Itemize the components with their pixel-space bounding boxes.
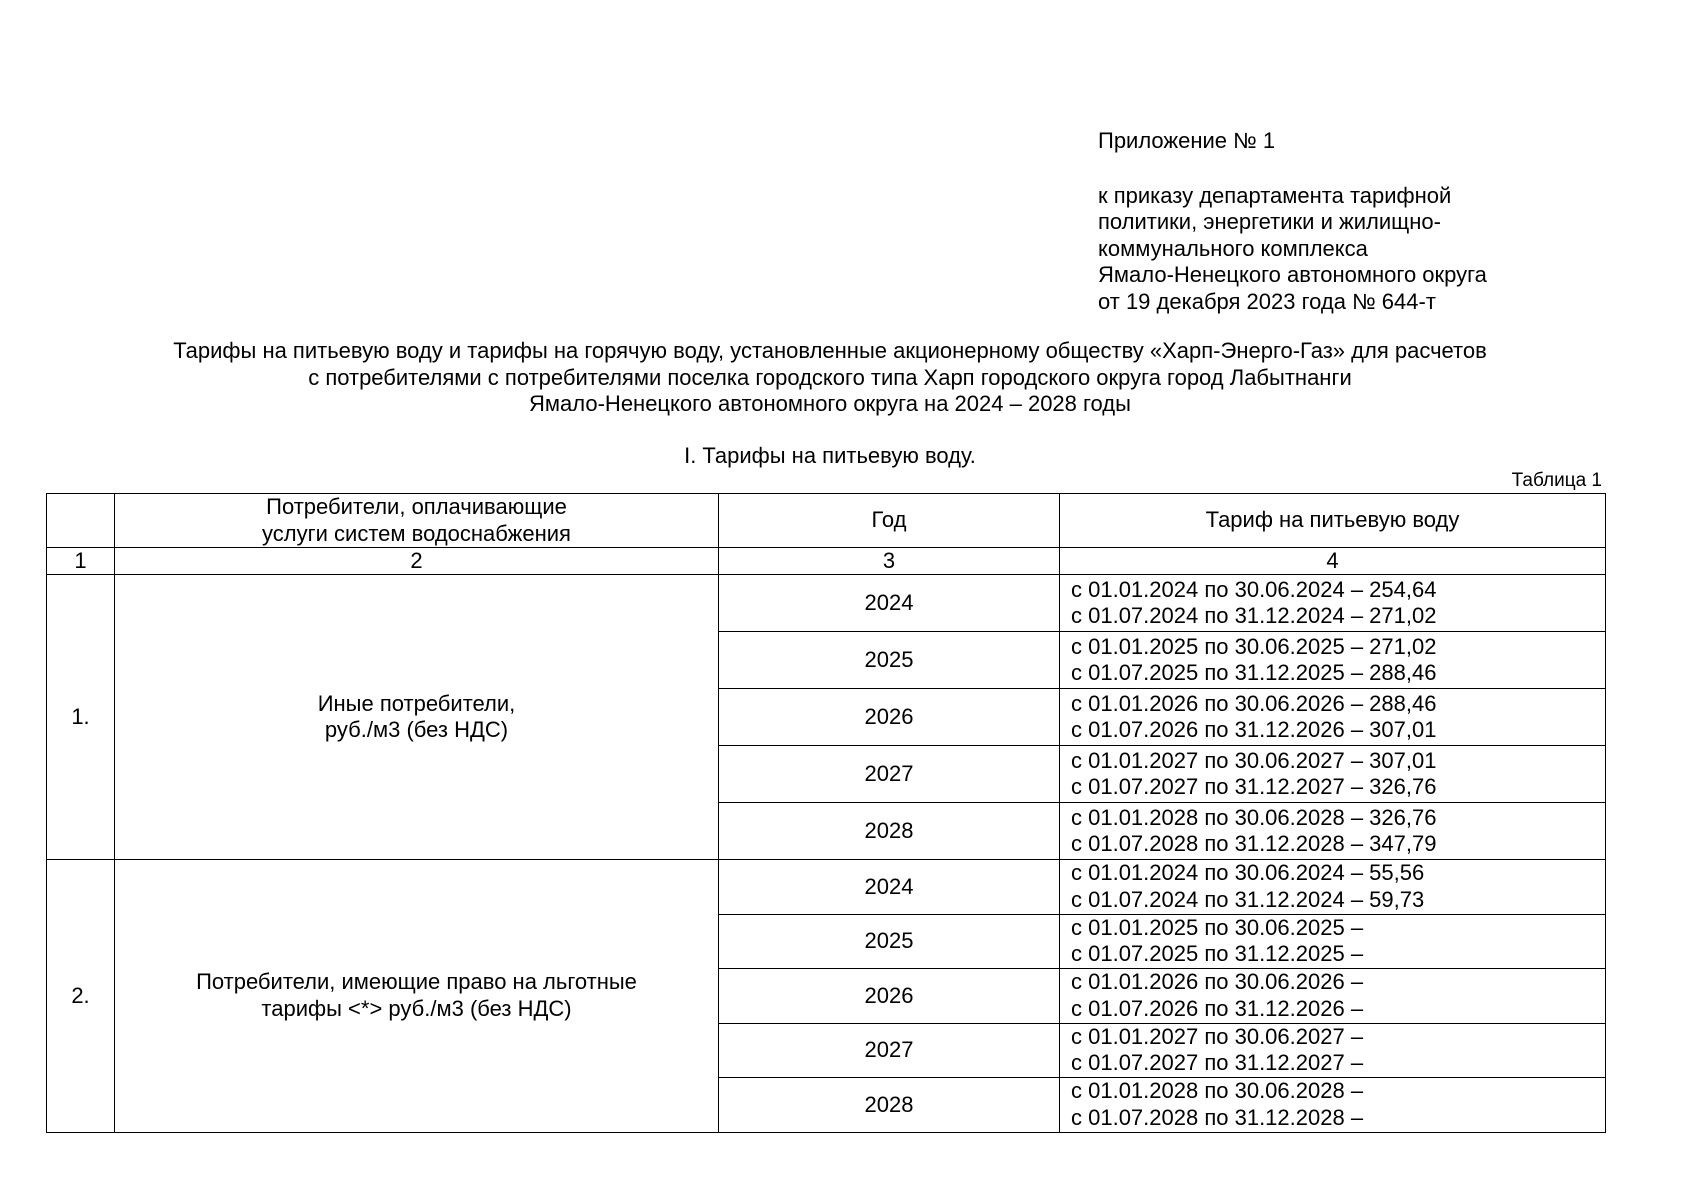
appendix-line: от 19 декабря 2023 года № 644-т	[1098, 288, 1436, 314]
year-cell: 2024	[719, 575, 1060, 632]
document-title	[0, 338, 1660, 418]
tariff-cell	[1060, 803, 1606, 860]
tariff-cell	[1060, 1078, 1606, 1133]
tariff-line: с 01.07.2026 по 31.12.2026 –	[1071, 995, 1364, 1021]
header-col1	[47, 494, 115, 548]
table-row	[47, 860, 1606, 915]
tariff-line: с 01.01.2024 по 30.06.2024 – 55,56	[1071, 860, 1425, 886]
title-line: с потребителями с потребителями поселка городского типа Харп городского округа город Лабытнанги	[308, 364, 1352, 390]
year-cell: 2027	[719, 746, 1060, 803]
tariff-line: с 01.07.2025 по 31.12.2025 – 288,46	[1071, 660, 1437, 685]
group-number: 2.	[47, 860, 115, 1133]
tariff-line: с 01.01.2026 по 30.06.2026 –	[1071, 969, 1364, 995]
title-line: Тарифы на питьевую воду и тарифы на горячую воду, установленные акционерному обществу «Харп-Энерго-Газ» для расчетов	[173, 338, 1487, 363]
tariff-line: с 01.07.2027 по 31.12.2027 –	[1071, 1050, 1364, 1076]
year-cell: 2028	[719, 803, 1060, 860]
spacer	[1098, 155, 1487, 183]
column-number: 2	[115, 548, 719, 575]
consumer-line: Потребители, имеющие право на льготные	[196, 969, 637, 995]
column-number: 4	[1060, 548, 1606, 575]
tariff-line: с 01.07.2026 по 31.12.2026 – 307,01	[1071, 717, 1437, 742]
year-cell: 2028	[719, 1078, 1060, 1133]
tariff-line: с 01.07.2024 по 31.12.2024 – 271,02	[1071, 603, 1437, 628]
tariff-line: с 01.01.2025 по 30.06.2025 –	[1071, 914, 1364, 940]
title-line: Ямало-Ненецкого автономного округа на 2024 – 2028 годы	[529, 391, 1131, 416]
year-cell: 2026	[719, 689, 1060, 746]
appendix-line: коммунального комплекса	[1098, 235, 1368, 261]
tariff-cell	[1060, 689, 1606, 746]
appendix-line: к приказу департамента тарифной	[1098, 182, 1452, 208]
tariff-line: с 01.01.2026 по 30.06.2026 – 288,46	[1071, 690, 1437, 716]
header-consumers-line: Потребители, оплачивающие	[266, 494, 567, 519]
tariff-line: с 01.01.2024 по 30.06.2024 – 254,64	[1071, 576, 1437, 602]
appendix-line: политики, энергетики и жилищно-	[1098, 209, 1441, 234]
header-tariff: Тариф на питьевую воду	[1060, 494, 1606, 548]
consumer-category	[115, 575, 719, 860]
column-number: 1	[47, 548, 115, 575]
tariff-cell	[1060, 914, 1606, 969]
consumer-line: руб./м3 (без НДС)	[324, 717, 509, 742]
column-numbers-row	[47, 548, 1606, 575]
tariff-line: с 01.01.2027 по 30.06.2027 – 307,01	[1071, 747, 1437, 773]
tariff-table	[46, 493, 1606, 1133]
consumer-line: Иные потребители,	[317, 690, 516, 716]
year-cell: 2027	[719, 1023, 1060, 1078]
column-number: 3	[719, 548, 1060, 575]
appendix-number: Приложение № 1	[1098, 128, 1276, 153]
appendix-block	[1098, 128, 1487, 315]
tariff-line: с 01.07.2027 по 31.12.2027 – 326,76	[1071, 774, 1437, 799]
table-row	[47, 575, 1606, 632]
tariff-line: с 01.01.2028 по 30.06.2028 – 326,76	[1071, 804, 1437, 830]
header-year: Год	[719, 494, 1060, 548]
header-consumers	[115, 494, 719, 548]
year-cell: 2025	[719, 632, 1060, 689]
tariff-cell	[1060, 969, 1606, 1024]
consumer-category	[115, 860, 719, 1133]
tariff-line: с 01.07.2024 по 31.12.2024 – 59,73	[1071, 886, 1425, 912]
tariff-line: с 01.01.2027 по 30.06.2027 –	[1071, 1023, 1364, 1049]
tariff-cell	[1060, 860, 1606, 915]
header-row	[47, 494, 1606, 548]
year-cell: 2025	[719, 914, 1060, 969]
table-caption: Таблица 1	[1511, 470, 1602, 491]
group-number: 1.	[47, 575, 115, 860]
section-title: I. Тарифы на питьевую воду.	[684, 443, 976, 468]
tariff-cell	[1060, 632, 1606, 689]
year-cell: 2026	[719, 969, 1060, 1024]
tariff-line: с 01.01.2025 по 30.06.2025 – 271,02	[1071, 633, 1437, 659]
tariff-line: с 01.07.2028 по 31.12.2028 –	[1071, 1104, 1364, 1130]
tariff-cell	[1060, 575, 1606, 632]
consumer-line: тарифы <*> руб./м3 (без НДС)	[261, 995, 572, 1021]
year-cell: 2024	[719, 860, 1060, 915]
appendix-line: Ямало-Ненецкого автономного округа	[1098, 262, 1487, 287]
tariff-line: с 01.01.2028 по 30.06.2028 –	[1071, 1078, 1364, 1104]
header-consumers-line: услуги систем водоснабжения	[262, 520, 571, 546]
tariff-line: с 01.07.2028 по 31.12.2028 – 347,79	[1071, 831, 1437, 856]
tariff-line: с 01.07.2025 по 31.12.2025 –	[1071, 941, 1364, 967]
tariff-cell	[1060, 1023, 1606, 1078]
tariff-cell	[1060, 746, 1606, 803]
